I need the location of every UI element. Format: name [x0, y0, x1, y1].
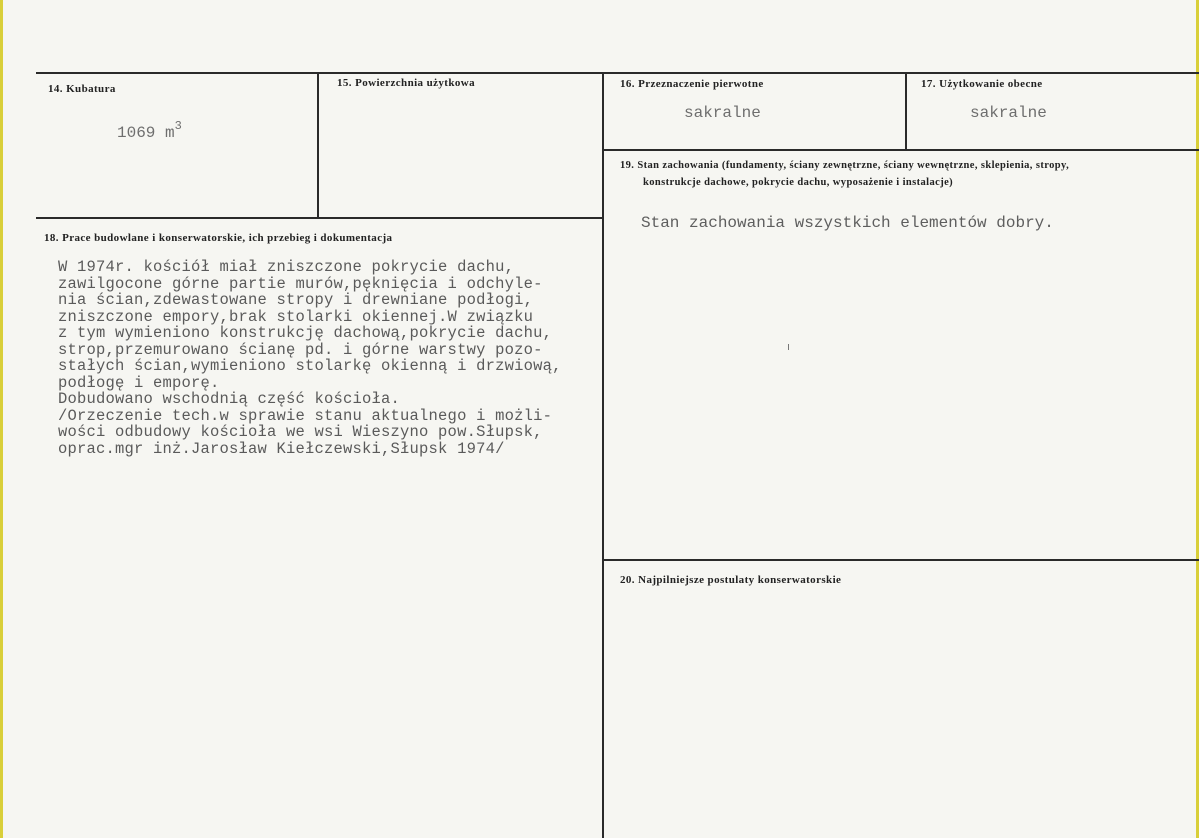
text-line: /Orzeczenie tech.w sprawie stanu aktualnego i możli- — [58, 406, 553, 425]
field-19-value: Stan zachowania wszystkich elementów dobry. — [641, 214, 1054, 232]
stray-mark — [788, 344, 789, 350]
rule-above-20 — [602, 559, 1199, 561]
text-line: z tym wymieniono konstrukcję dachową,pokrycie dachu, — [58, 324, 553, 342]
field-17-label: 17. Użytkowanie obecne — [921, 78, 1043, 90]
text-line: Dobudowano wschodnią część kościoła. — [58, 390, 401, 408]
field-14-value — [117, 119, 182, 142]
text-line: wości odbudowy kościoła we wsi Wieszyno pow.Słupsk, — [58, 423, 543, 441]
field-20-label: 20. Najpilniejsze postulaty konserwatorskie — [620, 574, 842, 586]
text-line: nia ścian,zdewastowane stropy i drewniane podłogi, — [58, 291, 534, 309]
field-19-label-line2: konstrukcje dachowe, pokrycie dachu, wyposażenie i instalacje) — [643, 177, 954, 188]
field-16-value: sakralne — [684, 104, 761, 122]
text-line: strop,przemurowano ścianę pd. i górne warstwy pozo- — [58, 340, 543, 359]
rule-below-16-17 — [602, 149, 1199, 151]
text-line: W 1974r. kościół miał zniszczone pokrycie dachu, — [58, 258, 515, 276]
field-18-label: 18. Prace budowlane i konserwatorskie, ich przebieg i dokumentacja — [44, 232, 393, 244]
divider-14-15 — [317, 72, 319, 218]
text-line: oprac.mgr inż.Jarosław Kiełczewski,Słupsk 1974/ — [58, 439, 505, 458]
divider-16-17 — [905, 72, 907, 150]
field-16-label: 16. Przeznaczenie pierwotne — [620, 78, 764, 90]
divider-left-right — [602, 72, 604, 838]
text-line: stałych ścian,wymieniono stolarkę okienną i drzwiową, — [58, 357, 562, 375]
top-rule — [36, 72, 1199, 74]
rule-above-18 — [36, 217, 604, 219]
text-line: podłogę i emporę. — [58, 373, 220, 392]
volume-unit-exponent: 3 — [174, 119, 182, 133]
field-14-label: 14. Kubatura — [48, 83, 116, 95]
field-19-label-line1: 19. Stan zachowania (fundamenty, ściany zewnętrzne, ściany wewnętrzne, sklepienia, stropy, — [620, 160, 1070, 171]
field-18-text — [58, 259, 562, 457]
volume-value: 1069 m — [117, 124, 175, 142]
field-15-label: 15. Powierzchnia użytkowa — [337, 77, 476, 89]
text-line: zawilgocone górne partie murów,pęknięcia i odchyle- — [58, 274, 543, 293]
text-line: zniszczone empory,brak stolarki okiennej.W związku — [58, 307, 534, 326]
field-17-value: sakralne — [970, 104, 1047, 122]
